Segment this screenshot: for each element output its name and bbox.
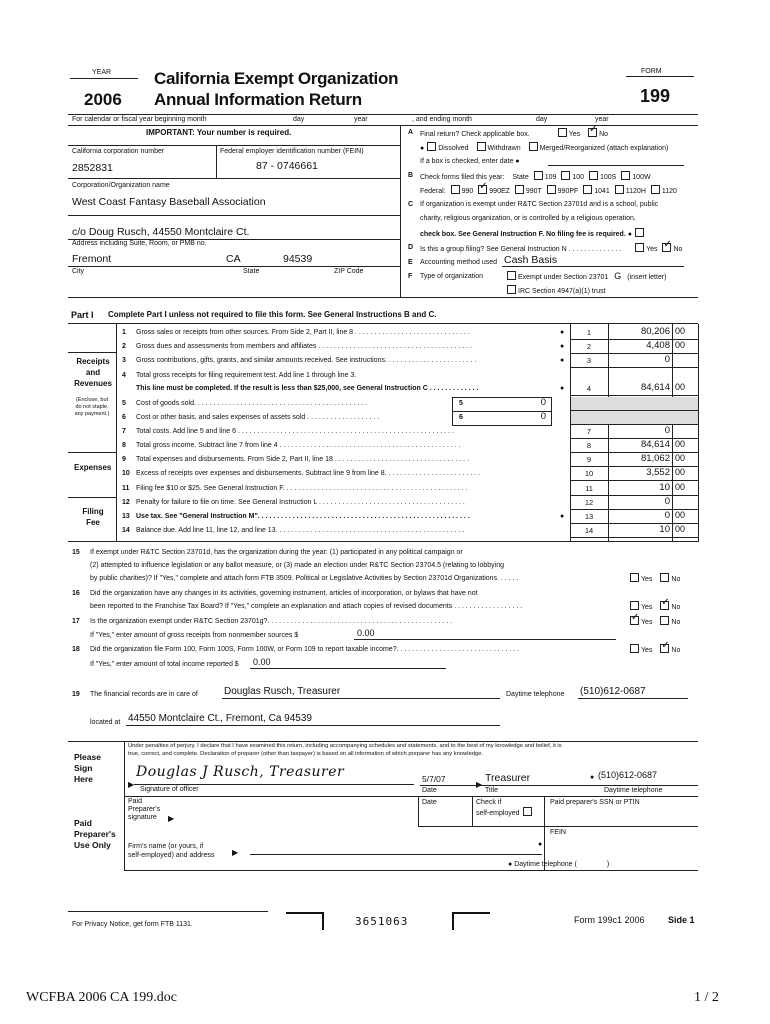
sign-phone-label: Daytime telephone [604,787,663,794]
period-begin: For calendar or fiscal year beginning month [72,116,207,123]
line-number: 13 [122,513,130,520]
signature-label: Signature of officer [140,786,199,793]
line-amount[interactable]: 0 [664,510,670,521]
state-value[interactable]: CA [226,253,241,265]
part1-title: Complete Part I unless not required to file this form. See General Instructions B and C. [108,310,437,319]
self-employed-checkbox[interactable] [523,807,532,816]
line-cents[interactable]: 00 [675,326,686,336]
line-cents[interactable]: 00 [675,453,686,463]
line-amount[interactable]: 10 [659,524,670,535]
form-1041-checkbox[interactable] [583,185,592,194]
q-c-checkbox[interactable] [635,228,644,237]
q-f-opt1-row [504,271,667,282]
line-box-number: 1 [586,328,592,337]
inner-box-frame [452,411,552,426]
line-cents[interactable]: 00 [675,524,686,534]
line-amount[interactable]: 81,062 [640,453,670,464]
line-box-number: 12 [584,498,594,507]
bullet-icon: ● [590,774,595,781]
address-value[interactable]: c/o Doug Rusch, 44550 Montclaire Ct. [72,226,250,238]
preparer-sig-label: Paid Preparer's signature [128,798,161,821]
org-name-label: Corporation/Organization name [72,182,170,189]
q16-yes-checkbox[interactable] [630,601,639,610]
line-number: 9 [122,456,126,463]
line-amount[interactable]: 10 [659,482,670,493]
form-100w-label: 100W [632,174,651,181]
inner-box-frame [452,397,552,412]
section-divider [68,497,116,498]
receipts-side-label: Receipts and Revenues [74,357,112,388]
q-b-federal-row [420,185,677,196]
line-description: Cost of goods sold. . . . . . . . . . . . . . . . . . . . . . . . . . . . . . . . . . . . . . . . . . . . . [136,400,368,407]
arrow-right-icon: ▶ [232,848,239,857]
form-109-checkbox[interactable] [534,171,543,180]
form-100s-checkbox[interactable] [589,171,598,180]
zip-value[interactable]: 94539 [283,253,313,265]
line-cents[interactable]: 00 [675,382,686,392]
form-title-line1: California Exempt Organization [154,69,399,88]
q18-line1: Did the organization file Form 100, Form 100S, Form 100W, or Form 109 to report taxable income?. . . . . . . . . . . . . . . . . . . . . . . . . . . . . . . . [90,646,520,653]
q-f-opt2-row [504,285,606,296]
form-990t-checkbox[interactable] [515,185,524,194]
form-109-label: 109 [544,174,557,181]
accounting-method-value[interactable]: Cash Basis [504,254,558,266]
line-description: Gross contributions, gifts, grants, and similar amounts received. See instructions. . . . . . . . . . . . . . . . . . . . . . . . [136,357,477,364]
form-990pf-checkbox[interactable] [547,185,556,194]
q-a3-text: If a box is checked, enter date ● [420,158,520,165]
registration-mark-right [452,912,490,930]
form-1120h-label: 1120H [625,188,646,195]
line-box-number: 8 [586,441,592,450]
period-year: year [354,116,368,123]
q18-number: 18 [72,646,80,653]
exempt-23701-checkbox[interactable] [507,271,516,280]
q-d-text: Is this a group filing? See General Instruction N . . . . . . . . . . . . . . [420,246,622,253]
q-b-row [420,171,651,182]
q16-answer: Yes✓ No [627,601,680,612]
form-100-label: 100 [572,174,585,181]
line-amount[interactable]: 0 [664,496,670,507]
line-description: This line must be completed. If the result is less than $25,000, see General Instruction C . . . . . . . . . . . . . [136,385,479,392]
exempt-23701-label: Exempt under Section 23701 [518,274,609,281]
arrow-right-icon: ▶ [128,780,135,789]
q-a-text: Final return? Check applicable box. [420,131,530,138]
line-rule [570,395,698,396]
form-1120-checkbox[interactable] [651,185,660,194]
zip-label: ZIP Code [334,268,364,275]
q-a-yes-label: Yes [568,131,581,138]
q-a2-row [420,142,668,153]
q17-answer: ✓ Yes No [627,616,680,627]
line-description: Excess of receipts over expenses and disbursements. Subtract line 9 from line 8. . . . . . . . . . . . . . . . . . . . . . . . . [136,470,480,477]
withdrawn-checkbox[interactable] [477,142,486,151]
filing-fee-side-label: Filing Fee [82,507,104,527]
period-end: , and ending month [412,116,472,123]
bullet-icon: ● [560,329,565,336]
q16-line2: been reported to the Franchise Tax Board? If "Yes," complete an explanation and attach copies of revised documents . . . . . . . . . . . . . . . . . . [90,603,523,610]
line-cents[interactable]: 00 [675,340,686,350]
q-c-text1: If organization is exempt under R&TC Section 23701d and is a school, public [420,201,659,208]
q-b-state-label: State [512,174,529,181]
line-box-number: 9 [586,455,592,464]
form-990-label: 990 [461,188,474,195]
line-cents[interactable]: 00 [675,510,686,520]
line-description: Total expenses and disbursements. From Side 2, Part II, line 18 . . . . . . . . . . . . . . . . . . . . . . . . . . . . . . . . . . . [136,456,470,463]
form-100s-label: 100S [599,174,617,181]
penalty-statement: Under penalties of perjury, I declare that I have examined this return, including accompanying schedules and statements, and to the best of my knowledge and belief, it is true, correct, and complete. Declaration of preparer (other than taxpayer) is based on all information of which preparer has any knowledge. [128,743,562,757]
records-location-value[interactable]: 44550 Montclaire Ct., Fremont, Ca 94539 [128,713,312,724]
inner-box-amount[interactable]: 0 [540,411,546,422]
merged-label: Merged/Reorganized (attach explanation) [539,145,669,152]
signature-image: Douglas J Rusch, Treasurer [136,764,345,780]
q-a-letter: A [408,129,414,136]
line-number: 12 [122,499,130,506]
bullet-icon: ● [515,158,520,165]
line-amount[interactable]: 80,206 [640,326,670,337]
corp-number-label: California corporation number [72,148,165,155]
period-day: day [293,116,305,123]
org-name-value[interactable]: West Coast Fantasy Baseball Association [72,196,266,208]
q-b-letter: B [408,172,414,179]
privacy-notice: For Privacy Notice, get form FTB 1131. [72,921,193,928]
arrow-right-icon: ▶ [168,814,175,823]
state-label: State [243,268,260,275]
dissolved-checkbox[interactable] [427,142,436,151]
q-f-text: Type of organization [420,273,484,280]
fein-label: Federal employer identification number (FEIN) [220,148,364,155]
line-rule [570,480,698,481]
bullet-icon: ● [560,357,565,364]
registration-mark-left [286,912,324,930]
corp-number-value[interactable]: 2852831 [72,162,113,174]
section-divider [68,352,116,353]
form-1041-label: 1041 [594,188,610,195]
inner-box-number: 6 [459,414,463,421]
q-d-yes-checkbox[interactable] [635,243,644,252]
located-at-label: located at [90,719,121,726]
tax-year: 2006 [84,90,122,109]
sign-title-value[interactable]: Treasurer [485,772,531,784]
form-100w-checkbox[interactable] [621,171,630,180]
form-label: FORM [641,68,662,75]
q16-number: 16 [72,590,80,597]
q-a-yes-checkbox[interactable] [558,128,567,137]
trust-label: IRC Section 4947(a)(1) trust [518,288,606,295]
q-e-letter: E [408,259,413,266]
line-box-number: 7 [586,427,592,436]
shaded-area [571,397,698,425]
q-a-no-checkbox[interactable] [588,128,597,137]
line-description: Balance due. Add line 11, line 12, and line 13. . . . . . . . . . . . . . . . . . . . . . . . . . . . . . . . . . . . . . . . . . . . . . . . . [136,527,465,534]
section-divider [68,452,116,453]
q17-yes-checkbox[interactable] [630,616,639,625]
expenses-side-label: Expenses [74,463,112,472]
line-cents[interactable]: 00 [675,482,686,492]
form-990-checkbox[interactable] [451,185,460,194]
q-d-no-label: No [673,246,683,253]
bullet-icon: ● [538,841,543,848]
please-sign-here: Please Sign Here [74,752,101,784]
q15-line2: (2) attempted to influence legislation or any ballot measure, or (3) made an election under R&TC Section 23704.5 (relating to lobbying [90,562,505,569]
withdrawn-label: Withdrawn [487,145,521,152]
form-990t-label: 990T [525,188,542,195]
line-amount[interactable]: 3,552 [646,467,670,478]
form-990pf-label: 990PF [557,188,579,195]
q17-no-checkbox[interactable] [660,616,669,625]
part1-label: Part I [71,310,94,320]
line-description: Filing fee $10 or $25. See General Instruction F. . . . . . . . . . . . . . . . . . . . . . . . . . . . . . . . . . . . . . . . . . . . . . . . [136,485,468,492]
fein-value[interactable]: 87 - 0746661 [256,160,318,172]
exempt-letter-label: (insert letter) [627,274,667,281]
document-filename: WCFBA 2006 CA 199.doc [26,990,177,1005]
form-1120h-checkbox[interactable] [615,185,624,194]
line-cents[interactable]: 00 [675,439,686,449]
q17-line2: If "Yes," enter amount of gross receipts from nonmember sources $ [90,632,299,639]
address-label: Address including Suite, Room, or PMB no. [72,240,207,247]
q18-line2: If "Yes," enter amount of total income reported $ [90,661,239,668]
period-end-year: year [595,116,609,123]
line-rule [570,410,698,411]
line-box-number: 14 [584,526,594,535]
line-number: 1 [122,329,126,336]
city-value[interactable]: Fremont [72,253,112,265]
form-number: 199 [640,86,671,106]
inner-box-amount[interactable]: 0 [540,397,546,408]
preparer-firm-label: Firm's name (or yours, if self-employed) and address [128,843,215,859]
sign-phone-value[interactable]: (510)612-0687 [598,770,658,780]
line-rule [570,537,698,538]
form-990ez-label: 990EZ [489,188,510,195]
bullet-icon: ● [560,513,565,520]
q-d-letter: D [408,244,414,251]
q-c-letter: C [408,201,414,208]
page-indicator: 1 / 2 [694,990,719,1005]
line-rule [570,367,698,368]
line-number: 6 [122,414,126,421]
line-number: 10 [122,470,130,477]
line-box-number: 3 [586,356,592,365]
q18-no-checkbox[interactable] [660,644,669,653]
period-end-day: day [536,116,548,123]
preparer-side-label: Paid Preparer's Use Only [74,818,116,850]
dissolved-label: Dissolved [438,145,469,152]
line-description: Cost or other basis, and sales expenses of assets sold . . . . . . . . . . . . . . . . . . . [136,414,380,421]
q18-yes-checkbox[interactable] [630,644,639,653]
line-amount[interactable]: 84,614 [640,439,670,450]
line-description: Use tax. See "General Instruction M". . . . . . . . . . . . . . . . . . . . . . . . . . . . . . . . . . . . . . . . . . . . . . . . . . . . . . . [136,513,470,520]
line-cents[interactable]: 00 [675,467,686,477]
form-100-checkbox[interactable] [561,171,570,180]
records-custodian-value[interactable]: Douglas Rusch, Treasurer [224,686,341,697]
q-a-row [420,128,608,139]
line-amount[interactable]: 4,408 [646,340,670,351]
q17-number: 17 [72,618,80,625]
q-c-row [420,228,646,239]
q19-phone-value[interactable]: (510)612-0687 [580,686,646,697]
line-number: 7 [122,428,126,435]
preparer-phone-label: ● Daytime telephone ( ) [508,861,610,868]
q19-text: The financial records are in care of [90,691,198,698]
q-c-text2: charity, religious organization, or is controlled by a religious operation, [420,215,636,222]
q-a-no-label: No [599,131,609,138]
bullet-icon: ● [627,231,632,238]
q19-phone-label: Daytime telephone [506,691,565,698]
q18-answer: Yes✓ No [627,644,680,655]
exempt-letter-value[interactable]: G [614,271,622,281]
line-box-number: 13 [584,512,594,521]
inner-box-number: 5 [459,400,463,407]
q-d-yes-label: Yes [646,246,658,253]
important-notice: IMPORTANT: Your number is required. [146,128,292,137]
q15-answer: Yes No [627,573,680,584]
q-d-row [420,243,682,254]
sign-title-label: Title [485,787,498,794]
line-box-number: 11 [585,484,593,493]
line-box-number: 4 [586,384,592,393]
line-number: 5 [122,400,126,407]
form-title-line2: Annual Information Return [154,90,362,109]
line-description: Gross dues and assessments from members and affiliates . . . . . . . . . . . . . . . . . . . . . . . . . . . . . . . . . . . . . . . . [136,343,472,350]
preparer-ssn-label: Paid preparer's SSN or PTIN [550,799,640,806]
line-description: Gross sales or receipts from other sources. From Side 2, Part II, line 8 . . . . . . . . . . . . . . . . . . . . . . . . . . . . . . [136,329,470,336]
line-number: 4 [122,372,126,379]
q-e-text: Accounting method used [420,259,498,266]
q15-yes-checkbox[interactable] [630,573,639,582]
line-description: Penalty for failure to file on time. See General Instruction L . . . . . . . . . . . . . . . . . . . . . . . . . . . . . . . . . . . . . . [136,499,465,506]
bullet-icon: ● [508,861,513,868]
q19-number: 19 [72,691,80,698]
line-description: Total gross receipts for filing requirement test. Add line 1 through line 3. [136,372,357,379]
arrow-right-icon: ▶ [476,780,483,789]
form-990ez-checkbox[interactable] [478,185,487,194]
q15-line3: by public charities)? If "Yes," complete and attach form FTB 3509. Political or Legislative Activities by Section 23701d Organizations. . . . . . [90,575,519,582]
self-employed-label: Check if self-employed [476,799,534,818]
q15-no-checkbox[interactable] [660,573,669,582]
q-c-text3: check box. See General Instruction F. No filing fee is required. [420,231,626,238]
q-b-text: Check forms filed this year: [420,174,505,181]
q16-line1: Did the organization have any changes in its activities, governing instrument, articles of incorporation, or bylaws that have not [90,590,478,597]
city-label: City [72,268,85,275]
q-f-letter: F [408,273,413,280]
enclose-side-label: (Enclose, but do not staple, any payment.) [74,397,110,417]
merged-checkbox[interactable] [529,142,538,151]
line-description: Total gross income. Subtract line 7 from line 4 . . . . . . . . . . . . . . . . . . . . . . . . . . . . . . . . . . . . . . . . . . . . . . . [136,442,461,449]
line-number: 14 [122,527,130,534]
bullet-icon: ● [560,343,565,350]
form-barcode-number: 3651063 [355,915,409,928]
sign-date-value[interactable]: 5/7/07 [422,774,446,784]
q-d-no-checkbox[interactable] [662,243,671,252]
q-b-federal-label: Federal: [420,188,446,195]
form-1120-label: 1120 [661,188,677,195]
part1-bottom-rule [68,541,698,542]
year-label: YEAR [92,69,112,76]
bullet-icon: ● [560,385,565,392]
sign-date-label: Date [422,787,437,794]
preparer-fein-label: FEIN [550,829,566,836]
side-label: Side 1 [668,915,695,925]
line-box-number: 2 [586,342,592,351]
preparer-date-label: Date [422,799,437,806]
line-description: Total costs. Add line 5 and line 6 . . . . . . . . . . . . . . . . . . . . . . . . . . . . . . . . . . . . . . . . . . . . . . . . . . . . . . . . [136,428,454,435]
q18-amount[interactable]: 0.00 [253,657,271,667]
line-number: 3 [122,357,126,364]
line-amount[interactable]: 84,614 [640,382,670,393]
line-box-number: 10 [584,469,594,478]
q17-line1: Is the organization exempt under R&TC Section 23701g?. . . . . . . . . . . . . . . . . . . . . . . . . . . . . . . . . . . . . . . . . . . . . . . . [90,618,453,625]
line-number: 2 [122,343,126,350]
q15-number: 15 [72,549,80,556]
form-footer-id: Form 199c1 2006 [574,915,645,925]
bullet-icon: ● [420,145,425,152]
trust-checkbox[interactable] [507,285,516,294]
line-number: 11 [122,485,130,492]
q16-no-checkbox[interactable] [660,601,669,610]
q17-amount[interactable]: 0.00 [357,628,375,638]
q15-line1: If exempt under R&TC Section 23701d, has the organization during the year: (1) participated in any political campaign or [90,549,463,556]
line-number: 8 [122,442,126,449]
line-amount[interactable]: 0 [664,354,670,365]
line-amount[interactable]: 0 [664,425,670,436]
